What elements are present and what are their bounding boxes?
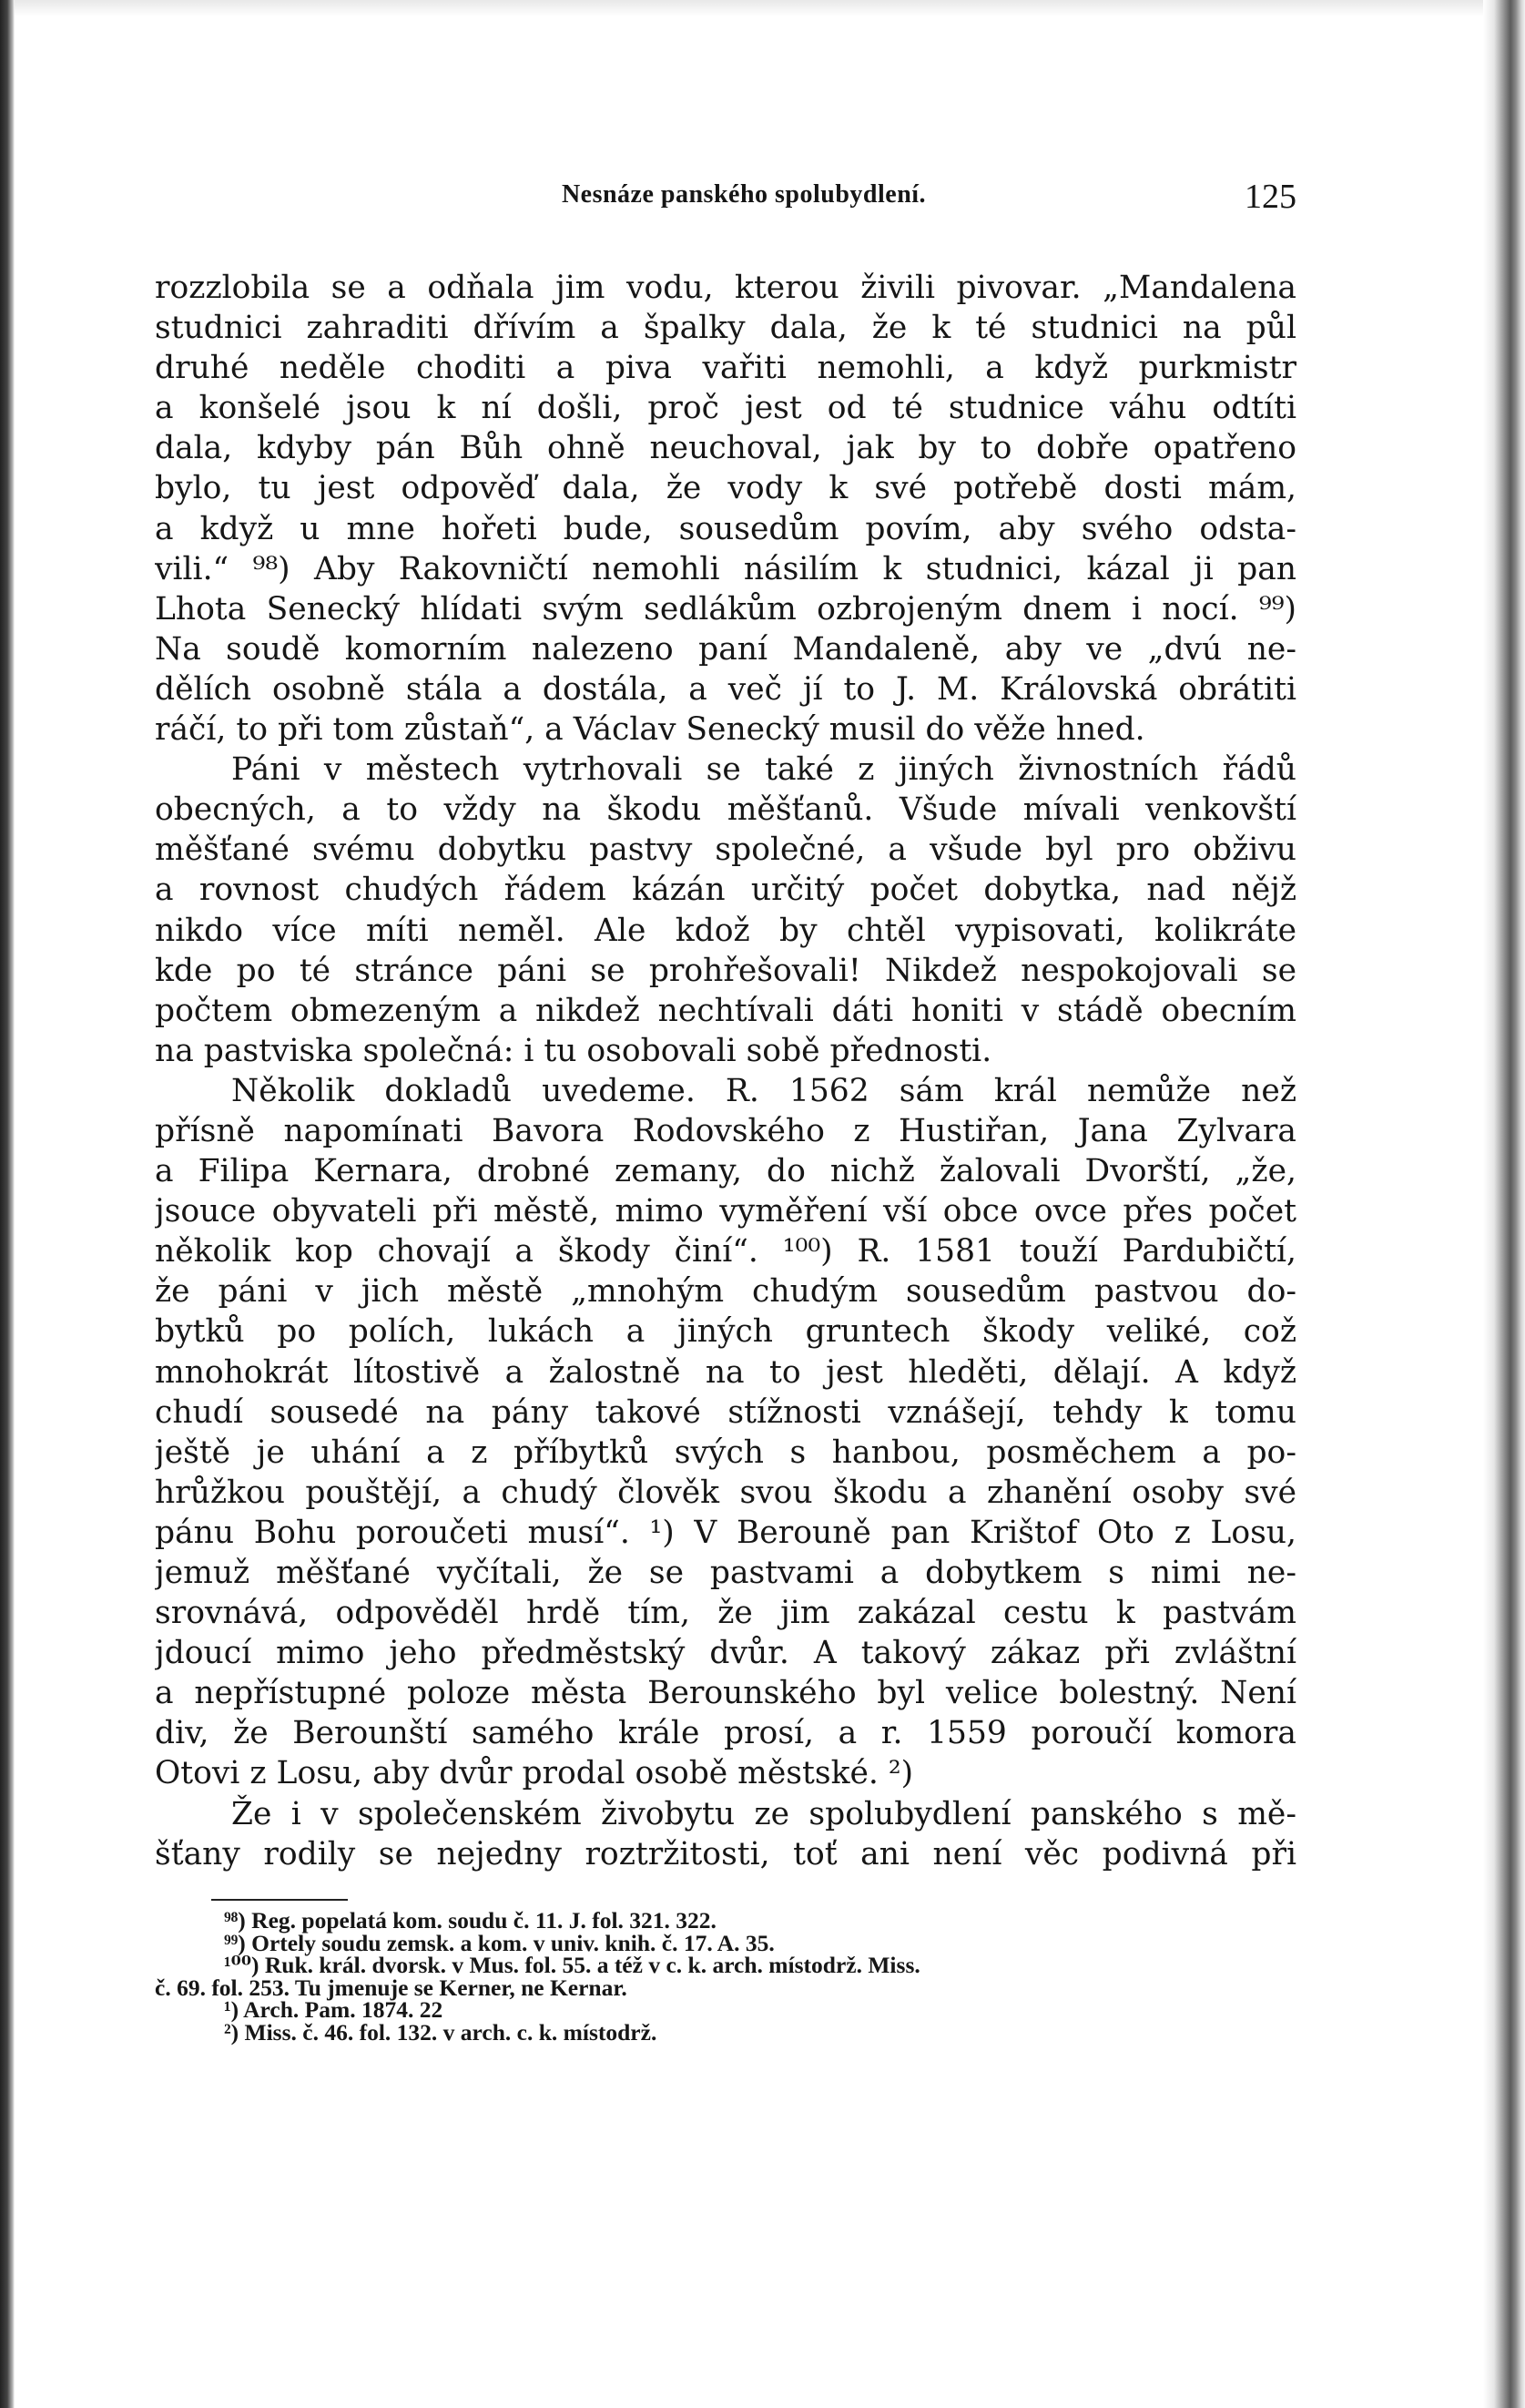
text-line: Lhota Senecký hlídati svým sedlákům ozbrojeným dnem i nocí. ⁹⁹) bbox=[155, 590, 1296, 628]
footnote: ⁹⁹) Ortely soudu zemsk. a kom. v univ. knih. č. 17. A. 35. bbox=[224, 1929, 775, 1956]
text-line: a rovnost chudých řádem kázán určitý počet dobytka, nad nějž bbox=[155, 872, 1296, 909]
running-title: Nesnáze panského spolubydlení. bbox=[561, 180, 927, 209]
text-line: dala, kdyby pán Bůh ohně neuchoval, jak by to dobře opatřeno bbox=[155, 430, 1296, 467]
text-line: kde po té stránce páni se prohřešovali! Nikdež nespokojovali se bbox=[155, 952, 1296, 989]
text-line: a Filipa Kernara, drobné zemany, do nichž žalovali Dvorští, „že, bbox=[155, 1153, 1296, 1190]
footnotes bbox=[155, 1907, 1296, 2046]
text-line: jemuž měšťané vyčítali, že se pastvami a dobytkem s nimi ne- bbox=[155, 1555, 1296, 1591]
footnote-continuation: č. 69. fol. 253. Tu jmenuje se Kerner, ne Kernar. bbox=[155, 1974, 627, 2001]
text-line: jsouce obyvateli při městě, mimo vyměření vší obce ovce přes počet bbox=[155, 1193, 1296, 1230]
text-line: Páni v městech vytrhovali se také z jiných živnostních řádů bbox=[231, 751, 1296, 789]
scan-edge-left bbox=[0, 0, 15, 2408]
page-number: 125 bbox=[1245, 178, 1296, 216]
text-line: několik kop chovají a škody činí“. ¹⁰⁰) R. 1581 touží Pardubičtí, bbox=[155, 1233, 1296, 1270]
text-line: že páni v jich městě „mnohým chudým sousedům pastvou do- bbox=[155, 1273, 1296, 1311]
text-line: počtem obmezeným a nikdež nechtívali dáti honiti v stádě obecním bbox=[155, 992, 1296, 1029]
text-line: div, že Berounští samého krále prosí, a r. 1559 poroučí komora bbox=[155, 1715, 1296, 1752]
footnote: ¹⁰⁰) Ruk. král. dvorsk. v Mus. fol. 55. a též v c. k. arch. místodrž. Miss. bbox=[224, 1952, 920, 1978]
footnote: ⁹⁸) Reg. popelatá kom. soudu č. 11. J. fol. 321. 322. bbox=[224, 1907, 717, 1934]
text-line: chudí sousedé na pány takové stížnosti vznášejí, tehdy k tomu bbox=[155, 1393, 1296, 1431]
footnote-divider bbox=[211, 1899, 348, 1901]
page-header bbox=[155, 180, 1296, 224]
text-line: ráčí, to při tom zůstaň“, a Václav Senecký musil do věže hned. bbox=[155, 711, 1145, 749]
text-line: Otovi z Losu, aby dvůr prodal osobě městské. ²) bbox=[155, 1755, 914, 1792]
text-line: a když u mne hořeti bude, sousedům povím, aby svého odsta- bbox=[155, 510, 1296, 547]
text-line: obecných, a to vždy na škodu měšťanů. Všude mívali venkovští bbox=[155, 791, 1296, 829]
text-line: bytků po polích, lukách a jiných gruntech škody veliké, což bbox=[155, 1313, 1296, 1351]
text-line: Že i v společenském živobytu ze spolubydlení panského s mě- bbox=[231, 1795, 1296, 1832]
text-line: srovnává, odpověděl hrdě tím, že jim zakázal cestu k pastvám bbox=[155, 1595, 1296, 1632]
scan-edge-top bbox=[0, 0, 1525, 16]
text-line: jdoucí mimo jeho předměstský dvůr. A takový zákaz při zvláštní bbox=[155, 1635, 1296, 1672]
book-spine-shadow bbox=[1483, 0, 1525, 2408]
text-line: vili.“ ⁹⁸) Aby Rakovničtí nemohli násilím k studnici, kázal ji pan bbox=[155, 550, 1296, 587]
footnote: ²) Miss. č. 46. fol. 132. v arch. c. k. místodrž. bbox=[224, 2018, 657, 2046]
text-line: a nepřístupné poloze města Berounského byl velice bolestný. Není bbox=[155, 1675, 1296, 1712]
text-line: měšťané svému dobytku pastvy společné, a všude byl pro obživu bbox=[155, 832, 1296, 869]
text-line: Několik dokladů uvedeme. R. 1562 sám král nemůže než bbox=[231, 1072, 1296, 1109]
text-line: šťany rodily se nejedny roztržitosti, toť ani není věc podivná při bbox=[155, 1835, 1296, 1872]
text-line: Na soudě komorním nalezeno paní Mandaleně, aby ve „dvú ne- bbox=[155, 630, 1296, 668]
text-line: dělích osobně stála a dostála, a več jí to J. M. Královská obrátiti bbox=[155, 670, 1296, 708]
text-line: přísně napomínati Bavora Rodovského z Hustiřan, Jana Zylvara bbox=[155, 1112, 1296, 1149]
text-line: studnici zahraditi dřívím a špalky dala, že k té studnici na půl bbox=[155, 310, 1296, 347]
text-line: a konšelé jsou k ní došli, proč jest od té studnice váhu odtíti bbox=[155, 390, 1296, 427]
text-line: pánu Bohu poroučeti musí“. ¹) V Berouně pan Krištof Oto z Losu, bbox=[155, 1514, 1296, 1551]
text-line: bylo, tu jest odpověď dala, že vody k své potřebě dosti mám, bbox=[155, 470, 1296, 507]
text-line: na pastviska společná: i tu osobovali sobě přednosti. bbox=[155, 1032, 992, 1069]
body-text bbox=[155, 268, 1296, 1874]
text-line: druhé neděle choditi a piva vařiti nemohli, a když purkmistr bbox=[155, 350, 1296, 387]
text-line: ještě je uhání a z příbytků svých s hanbou, posměchem a po- bbox=[155, 1434, 1296, 1471]
footnote: ¹) Arch. Pam. 1874. 22 bbox=[224, 1996, 443, 2023]
text-line: mnohokrát lítostivě a žalostně na to jest hleděti, dělají. A když bbox=[155, 1353, 1296, 1391]
text-line: rozzlobila se a odňala jim vodu, kterou živili pivovar. „Mandalena bbox=[155, 270, 1296, 306]
text-line: hrůžkou pouštějí, a chudý člověk svou škodu a zhanění osoby své bbox=[155, 1474, 1296, 1511]
text-line: nikdo více míti neměl. Ale kdož by chtěl vypisovati, kolikráte bbox=[155, 912, 1296, 949]
